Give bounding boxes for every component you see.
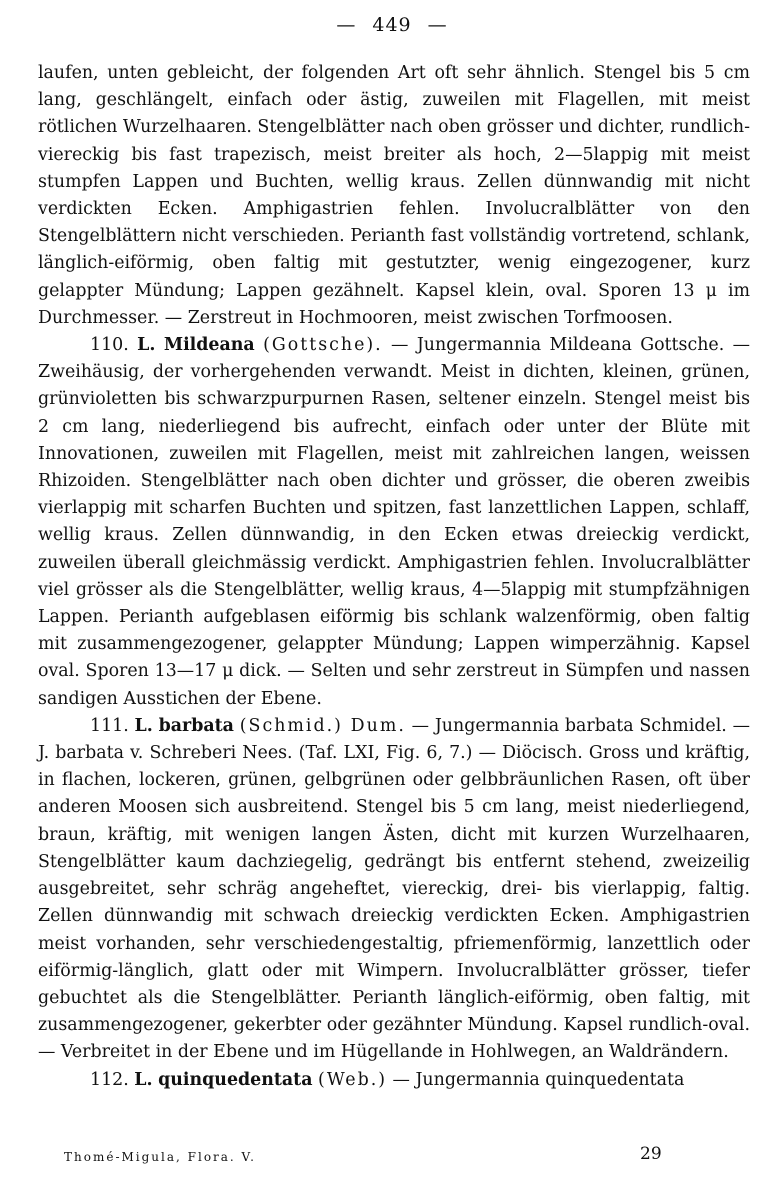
genus-abbrev: L. (134, 715, 153, 736)
author-citation: (Gottsche). (263, 335, 383, 356)
entry-description: — Jungermannia quinquedentata (387, 1069, 685, 1090)
entry-111 (38, 713, 750, 1067)
page-header (0, 14, 784, 36)
header-dash-left: — (336, 14, 357, 36)
species-name: quinquedentata (158, 1069, 313, 1090)
entry-110 (38, 332, 750, 713)
page-number: 449 (372, 14, 412, 36)
entry-number: 110. (90, 335, 129, 356)
author-citation: (Schmid.) Dum. (239, 715, 406, 736)
body-text (38, 60, 750, 1094)
author-citation: (Web.) (318, 1069, 388, 1090)
footer-imprint: Thomé-Migula, Flora. V. (64, 1150, 256, 1164)
entry-description: — Jungermannia barbata Schmidel. — J. barbata v. Schreberi Nees. (Taf. LXI, Fig. 6, 7.) — Diöcisch. Gross und kräftig, in flachen, lockeren, grünen, gelbgrünen oder gelbbräunlichen Rasen, oft über anderen Moosen sich ausbreitend. Stengel bis 5 cm lang, meist niederliegend, braun, kräftig, mit wenigen langen Ästen, dicht mit kurzen Wurzelhaaren, Stengelblätter kaum dachziegelig, gedrängt bis entfernt stehend, zweizeilig ausgebreitet, sehr schräg angeheftet, viereckig, drei- bis vierlappig, faltig. Zellen dünnwandig mit schwach dreieckig verdickten Ecken. Amphigastrien meist vorhanden, sehr verschiedengestaltig, pfriemenförmig, lanzettlich oder eiförmig-länglich, glatt oder mit Wimpern. Involucralblätter grösser, tiefer gebuchtet als die Stengelblätter. Perianth länglich-eiförmig, oben faltig, mit zusammengezogener, gekerbter oder gezähnter Mündung. Kapsel rundlich-oval. — Verbreitet in der Ebene und im Hügellande in Hohlwegen, an Waldrändern. (38, 715, 750, 1063)
species-name: Mildeana (163, 335, 255, 356)
genus-abbrev: L. (137, 335, 156, 356)
entry-112 (38, 1067, 750, 1094)
header-dash-right: — (427, 14, 448, 36)
species-name: barbata (158, 715, 234, 736)
entry-number: 111. (90, 715, 129, 736)
genus-abbrev: L. (134, 1069, 153, 1090)
entry-number: 112. (90, 1069, 129, 1090)
entry-description: — Jungermannia Mildeana Gottsche. — Zweihäusig, der vorhergehenden verwandt. Meist in dichten, kleinen, grünen, grünvioletten bis schwarzpurpurnen Rasen, seltener einzeln. Stengel meist bis 2 cm lang, niederliegend bis aufrecht, einfach oder unter der Blüte mit Innovationen, zuweilen mit Flagellen, meist mit zahlreichen langen, weissen Rhizoiden. Stengelblätter nach oben dichter und grösser, die oberen zweibis vierlappig mit scharfen Buchten und spitzen, fast lanzettlichen Lappen, schlaff, wellig kraus. Zellen dünnwandig, in den Ecken etwas dreieckig verdickt, zuweilen überall gleichmässig verdickt. Amphigastrien fehlen. Involucralblätter viel grösser als die Stengelblätter, wellig kraus, 4—5lappig mit stumpfzähnigen Lappen. Perianth aufgeblasen eiförmig bis schlank walzenförmig, oben faltig mit zusammengezogener, gelappter Mündung; Lappen wimperzähnig. Kapsel oval. Sporen 13—17 μ dick. — Selten und sehr zerstreut in Sümpfen und nassen sandigen Ausstichen der Ebene. (38, 335, 750, 709)
continuation-paragraph: laufen, unten gebleicht, der folgenden Art oft sehr ähnlich. Stengel bis 5 cm lang, geschlängelt, einfach oder ästig, zuweilen mit Flagellen, mit meist rötlichen Wurzelhaaren. Stengelblätter nach oben grösser und dichter, rundlich-viereckig bis fast trapezisch, meist breiter als hoch, 2—5lappig mit meist stumpfen Lappen und Buchten, wellig kraus. Zellen dünnwandig mit nicht verdickten Ecken. Amphigastrien fehlen. Involucralblätter von den Stengelblättern nicht verschieden. Perianth fast vollständig vortretend, schlank, länglich-eiförmig, oben faltig mit gestutzter, wenig eingezogener, kurz gelappter Mündung; Lappen gezähnelt. Kapsel klein, oval. Sporen 13 μ im Durchmesser. — Zerstreut in Hochmooren, meist zwischen Torfmoosen. (38, 63, 750, 328)
footer-signature: 29 (640, 1144, 662, 1164)
